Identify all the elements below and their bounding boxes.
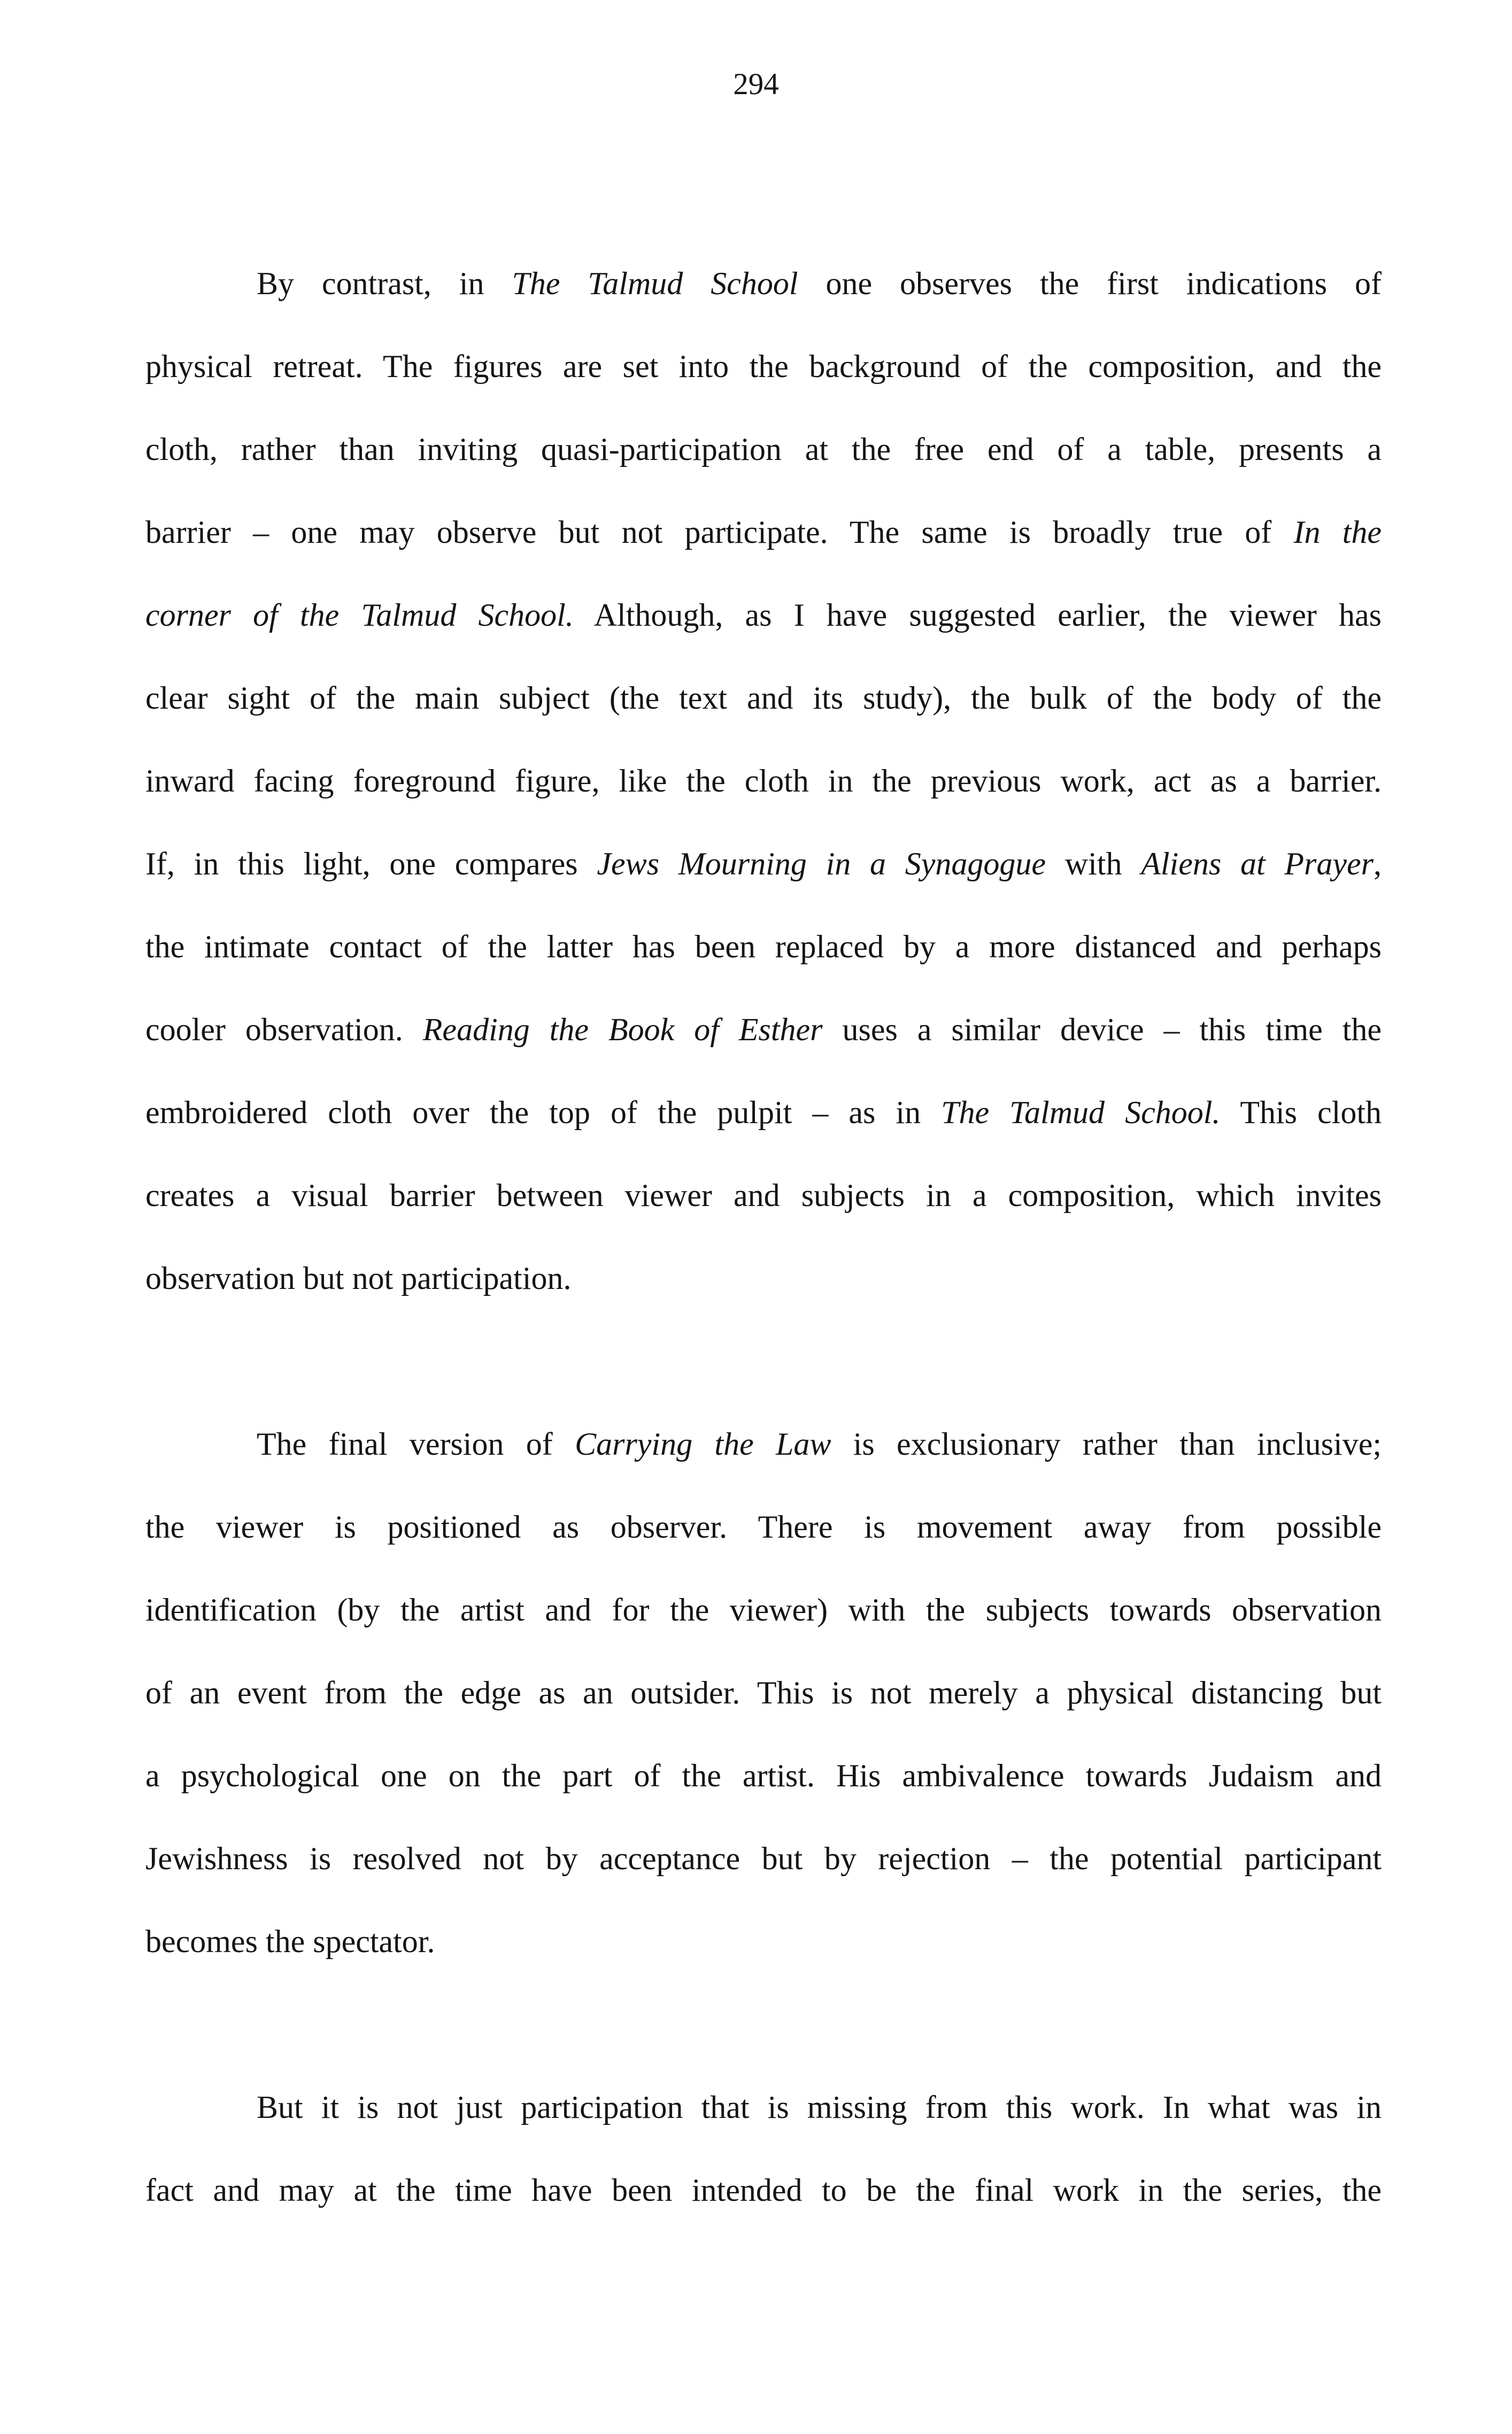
- text-line: [145, 1920, 1382, 1963]
- italic-title: corner of the Talmud School.: [145, 597, 574, 633]
- text-run: But it is not just participation that is missing from this work. In what was in: [257, 2090, 1382, 2125]
- text-run: identification (by the artist and for the viewer) with the subjects towards observation: [145, 1592, 1382, 1627]
- text-run: of an event from the edge as an outsider. This is not merely a physical distancing but: [145, 1675, 1382, 1710]
- text-line: [145, 1008, 1382, 1051]
- text-line: [145, 677, 1382, 719]
- text-line: [145, 1588, 1382, 1631]
- text-run: a psychological one on the part of the artist. His ambivalence towards Judaism and: [145, 1758, 1382, 1793]
- italic-title: Reading the Book of Esther: [422, 1012, 823, 1047]
- text-line: [145, 1257, 1382, 1300]
- text-line: [145, 1671, 1382, 1714]
- text-run: the intimate contact of the latter has been replaced by a more distanced and perhaps: [145, 929, 1382, 964]
- text-run: By contrast, in: [257, 266, 512, 301]
- text-line: [145, 842, 1382, 885]
- text-run: fact and may at the time have been intended to be the final work in the series, the: [145, 2172, 1382, 2208]
- text-line: [145, 428, 1382, 471]
- text-line: [257, 262, 1382, 305]
- text-run: clear sight of the main subject (the text and its study), the bulk of the body of the: [145, 680, 1382, 716]
- text-line: [145, 1506, 1382, 1548]
- text-run: cloth, rather than inviting quasi-participation at the free end of a table, presents a: [145, 432, 1382, 467]
- text-run: Jewishness is resolved not by acceptance but by rejection – the potential participant: [145, 1841, 1382, 1876]
- page-number: 294: [733, 67, 779, 101]
- text-run: uses a similar device – this time the: [822, 1012, 1382, 1047]
- text-line: [257, 1423, 1382, 1465]
- text-line: [145, 1091, 1382, 1134]
- text-run: ,: [1374, 846, 1382, 881]
- text-run: creates a visual barrier between viewer and subjects in a composition, which invites: [145, 1178, 1382, 1213]
- text-line: [257, 2086, 1382, 2129]
- text-run: This cloth: [1220, 1095, 1382, 1130]
- text-run: Although, as I have suggested earlier, the viewer has: [573, 597, 1382, 633]
- text-run: If, in this light, one compares: [145, 846, 597, 881]
- italic-title: Jews Mourning in a Synagogue: [597, 846, 1046, 881]
- text-line: [145, 594, 1382, 636]
- text-line: [145, 511, 1382, 554]
- italic-title: The Talmud School: [512, 266, 798, 301]
- text-run: with: [1046, 846, 1141, 881]
- italic-title: In the: [1293, 515, 1382, 550]
- text-run: becomes the spectator.: [145, 1924, 435, 1959]
- text-run: inward facing foreground figure, like the cloth in the previous work, act as a barrier.: [145, 763, 1382, 798]
- text-run: embroidered cloth over the top of the pulpit – as in: [145, 1095, 942, 1130]
- italic-title: Carrying the Law: [575, 1426, 831, 1462]
- italic-title: Aliens at Prayer: [1141, 846, 1374, 881]
- text-line: [145, 345, 1382, 388]
- text-line: [145, 925, 1382, 968]
- text-run: one observes the first indications of: [798, 266, 1382, 301]
- text-run: the viewer is positioned as observer. There is movement away from possible: [145, 1509, 1382, 1545]
- text-run: The final version of: [257, 1426, 575, 1462]
- text-run: is exclusionary rather than inclusive;: [831, 1426, 1382, 1462]
- text-run: barrier – one may observe but not participate. The same is broadly true of: [145, 515, 1294, 550]
- text-line: [145, 2169, 1382, 2212]
- text-line: [145, 1754, 1382, 1797]
- text-line: [145, 1174, 1382, 1217]
- text-run: physical retreat. The figures are set into the background of the composition, and the: [145, 349, 1382, 384]
- text-run: cooler observation.: [145, 1012, 423, 1047]
- text-run: observation but not participation.: [145, 1261, 572, 1296]
- text-line: [145, 759, 1382, 802]
- text-line: [145, 1837, 1382, 1880]
- italic-title: The Talmud School.: [941, 1095, 1221, 1130]
